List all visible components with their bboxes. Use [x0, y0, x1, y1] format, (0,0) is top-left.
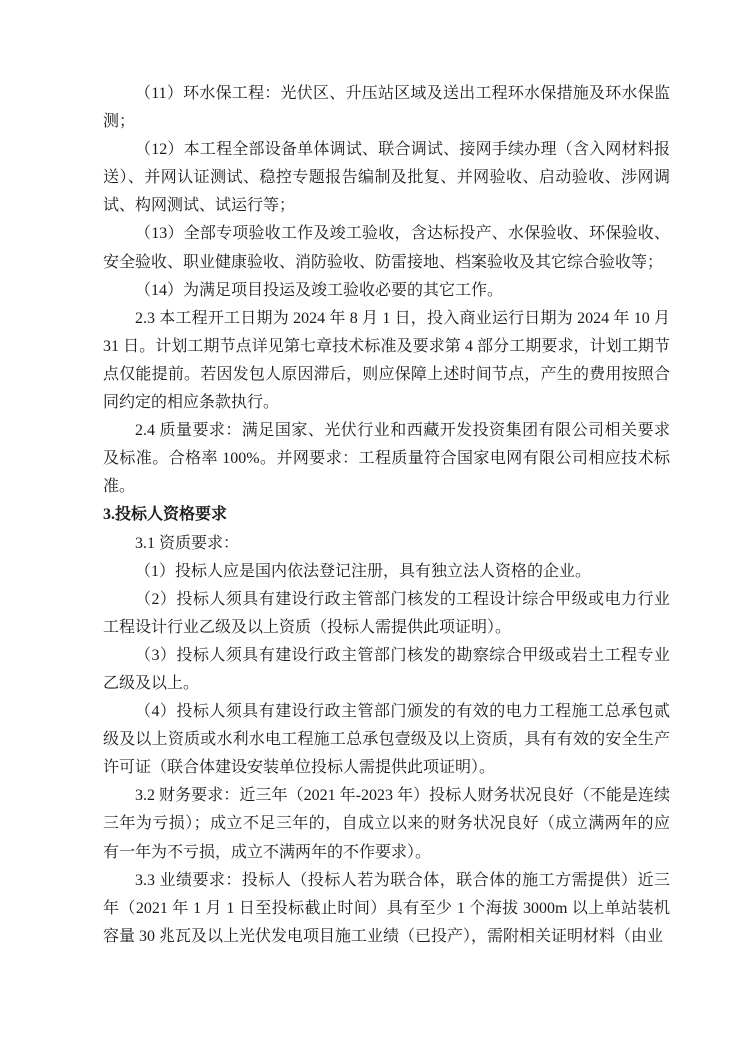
paragraph: 3.1 资质要求：: [135, 534, 240, 552]
document-text-block: [103, 80, 670, 951]
paragraph: （11）环水保工程：光伏区、升压站区域及送出工程环水保措施及环水保监测；: [103, 85, 670, 131]
section-heading: 3.投标人资格要求: [103, 506, 228, 524]
paragraph: （4）投标人须具有建设行政主管部门颁发的有效的电力工程施工总承包贰级及以上资质或水利水电工程施工总承包壹级及以上资质，具有有效的安全生产许可证（联合体建设安装单位投标人需提供此项证明）。: [103, 703, 670, 777]
paragraph: 2.3 本工程开工日期为 2024 年 8 月 1 日，投入商业运行日期为 2024 年 10 月 31 日。计划工期节点详见第七章技术标准及要求第 4 部分工期要求，计划工期节点仅能提前。若因发包人原因滞后，则应保障上述时间节点，产生的费用按照合同约定的相应条款执行。: [103, 309, 670, 412]
paragraph: 2.4 质量要求：满足国家、光伏行业和西藏开发投资集团有限公司相关要求及标准。合格率 100%。并网要求：工程质量符合国家电网有限公司相应技术标准。: [103, 422, 670, 496]
paragraph: 3.3 业绩要求：投标人（投标人若为联合体，联合体的施工方需提供）近三年（2021 年 1 月 1 日至投标截止时间）具有至少 1 个海拔 3000m 以上单站装机容量 30 兆瓦及以上光伏发电项目施工业绩（已投产），需附相关证明材料（由业: [103, 871, 670, 945]
paragraph: （1）投标人应是国内依法登记注册，具有独立法人资格的企业。: [135, 562, 592, 580]
paragraph: 3.2 财务要求：近三年（2021 年-2023 年）投标人财务状况良好（不能是连续三年为亏损）；成立不足三年的，自成立以来的财务状况良好（成立满两年的应有一年为不亏损，成立不满两年的不作要求）。: [103, 787, 670, 861]
paragraph: （12）本工程全部设备单体调试、联合调试、接网手续办理（含入网材料报送）、并网认证测试、稳控专题报告编制及批复、并网验收、启动验收、涉网调试、构网测试、试运行等；: [103, 141, 670, 215]
paragraph: （14）为满足项目投运及竣工验收必要的其它工作。: [135, 281, 504, 299]
paragraph: （13）全部专项验收工作及竣工验收，含达标投产、水保验收、环保验收、安全验收、职业健康验收、消防验收、防雷接地、档案验收及其它综合验收等；: [103, 225, 670, 271]
paragraph: （2）投标人须具有建设行政主管部门核发的工程设计综合甲级或电力行业工程设计行业乙级及以上资质（投标人需提供此项证明）。: [103, 590, 670, 636]
paragraph: （3）投标人须具有建设行政主管部门核发的勘察综合甲级或岩土工程专业乙级及以上。: [103, 646, 670, 692]
